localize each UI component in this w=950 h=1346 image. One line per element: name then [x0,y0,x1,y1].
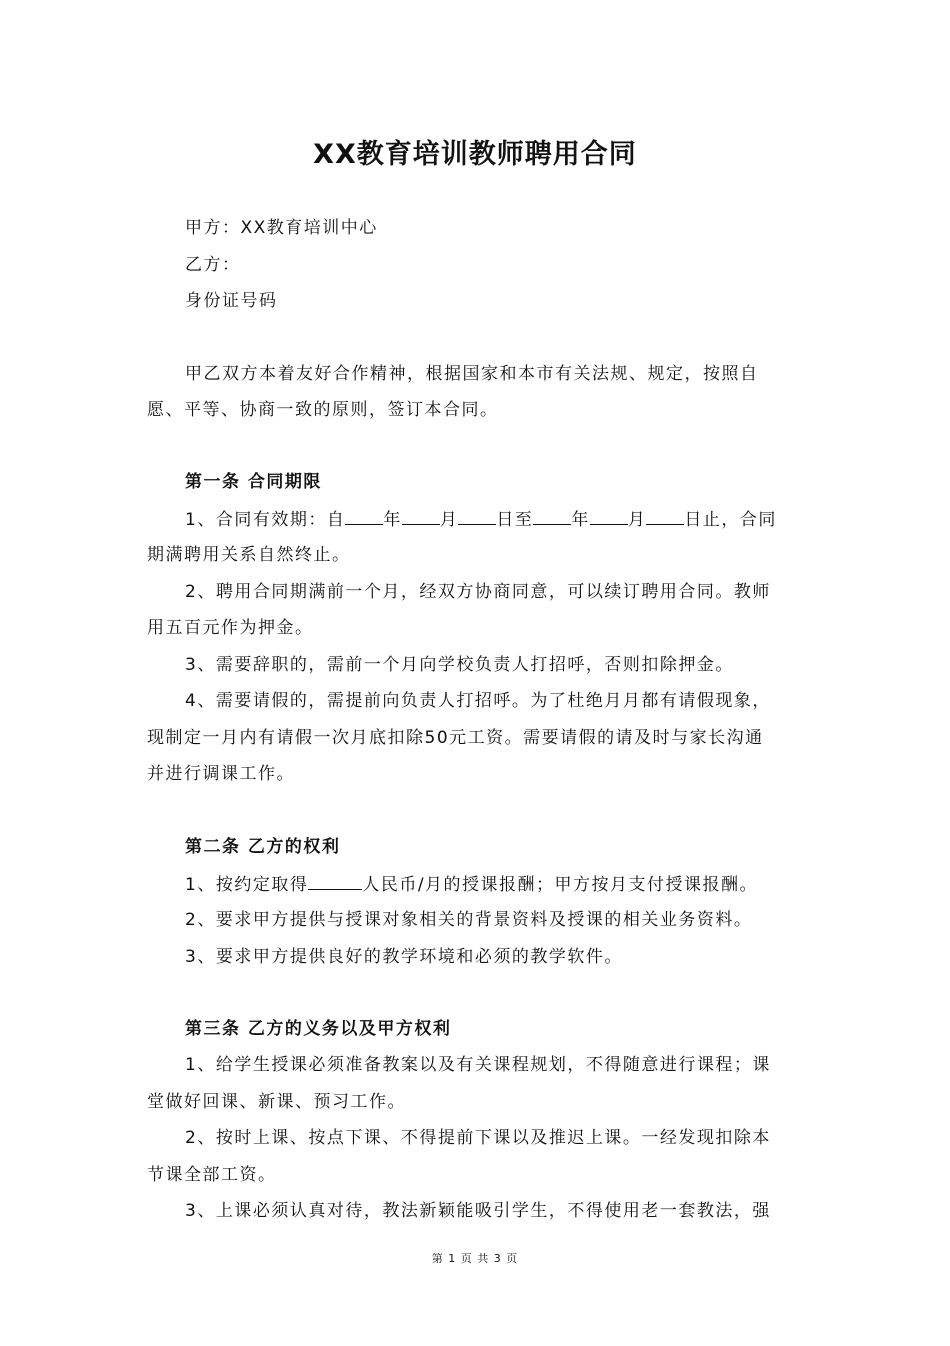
id-number-label: 身份证号码 [185,291,278,311]
article1-item1-seg-b: 年 [383,510,402,530]
article1-item1-seg-f: 月 [627,510,647,530]
blank-start-day[interactable] [458,508,496,525]
blank-salary[interactable] [308,873,362,890]
document-title: XX教育培训教师聘用合同 [313,139,637,170]
article1-item3: 3、需要辞职的，需前一个月向学校负责人打招呼，否则扣除押金。 [185,655,734,675]
article1-item2-line2: 用五百元作为押金。 [147,618,314,638]
article1-item4-line2: 现制定一月内有请假一次月底扣除50元工资。需要请假的请及时与家长沟通 [147,728,764,748]
party-b: 乙方： [185,255,241,275]
article3-item1-line2: 堂做好回课、新课、预习工作。 [147,1092,406,1112]
blank-start-year[interactable] [345,508,383,525]
article1-item1-seg-e: 年 [571,510,590,530]
article3-item3-line1: 3、上课必须认真对待，教法新颖能吸引学生，不得使用老一套教法，强 [185,1201,771,1221]
intro-line-1: 甲乙双方本着友好合作精神，根据国家和本市有关法规、规定，按照自 [185,364,759,384]
blank-end-month[interactable] [590,508,628,525]
article2-item3: 3、要求甲方提供良好的教学环境和必须的教学软件。 [185,947,623,967]
blank-end-day[interactable] [646,508,684,525]
article2-item1-seg-b: 人民币/月的授课报酬；甲方按月支付授课报酬。 [362,875,759,895]
article2-item1 [185,873,807,896]
article2-heading: 第二条 乙方的权利 [185,837,341,857]
article3-item2-line1: 2、按时上课、按点下课、不得提前下课以及推迟上课。一经发现扣除本 [185,1128,771,1148]
article1-heading: 第一条 合同期限 [185,472,322,492]
page-footer: 第 1 页 共 3 页 [431,1252,519,1265]
article1-item1-seg-c: 月 [439,510,459,530]
article1-item1-cont: 期满聘用关系自然终止。 [147,545,351,565]
article1-item4-line1: 4、需要请假的，需提前向负责人打招呼。为了杜绝月月都有请假现象， [185,691,771,711]
article1-item1 [185,508,807,531]
blank-start-month[interactable] [402,508,440,525]
intro-line-2: 愿、平等、协商一致的原则，签订本合同。 [147,400,499,420]
article1-item1-seg-g: 日止，合同 [684,510,777,530]
article3-item1-line1: 1、给学生授课必须准备教案以及有关课程规划，不得随意进行课程；课 [185,1055,771,1075]
article1-item1-seg-d: 日至 [496,510,534,530]
article1-item2-line1: 2、聘用合同期满前一个月，经双方协商同意，可以续订聘用合同。教师 [185,582,771,602]
article1-item1-seg-a: 1、合同有效期：自 [185,510,346,530]
blank-end-year[interactable] [533,508,571,525]
article2-item2: 2、要求甲方提供与授课对象相关的背景资料及授课的相关业务资料。 [185,910,753,930]
article3-item2-line2: 节课全部工资。 [147,1165,277,1185]
article2-item1-seg-a: 1、按约定取得 [185,875,309,895]
article1-item4-line3: 并进行调课工作。 [147,764,295,784]
article3-heading: 第三条 乙方的义务以及甲方权利 [185,1019,452,1039]
party-a: 甲方：XX教育培训中心 [185,218,378,238]
